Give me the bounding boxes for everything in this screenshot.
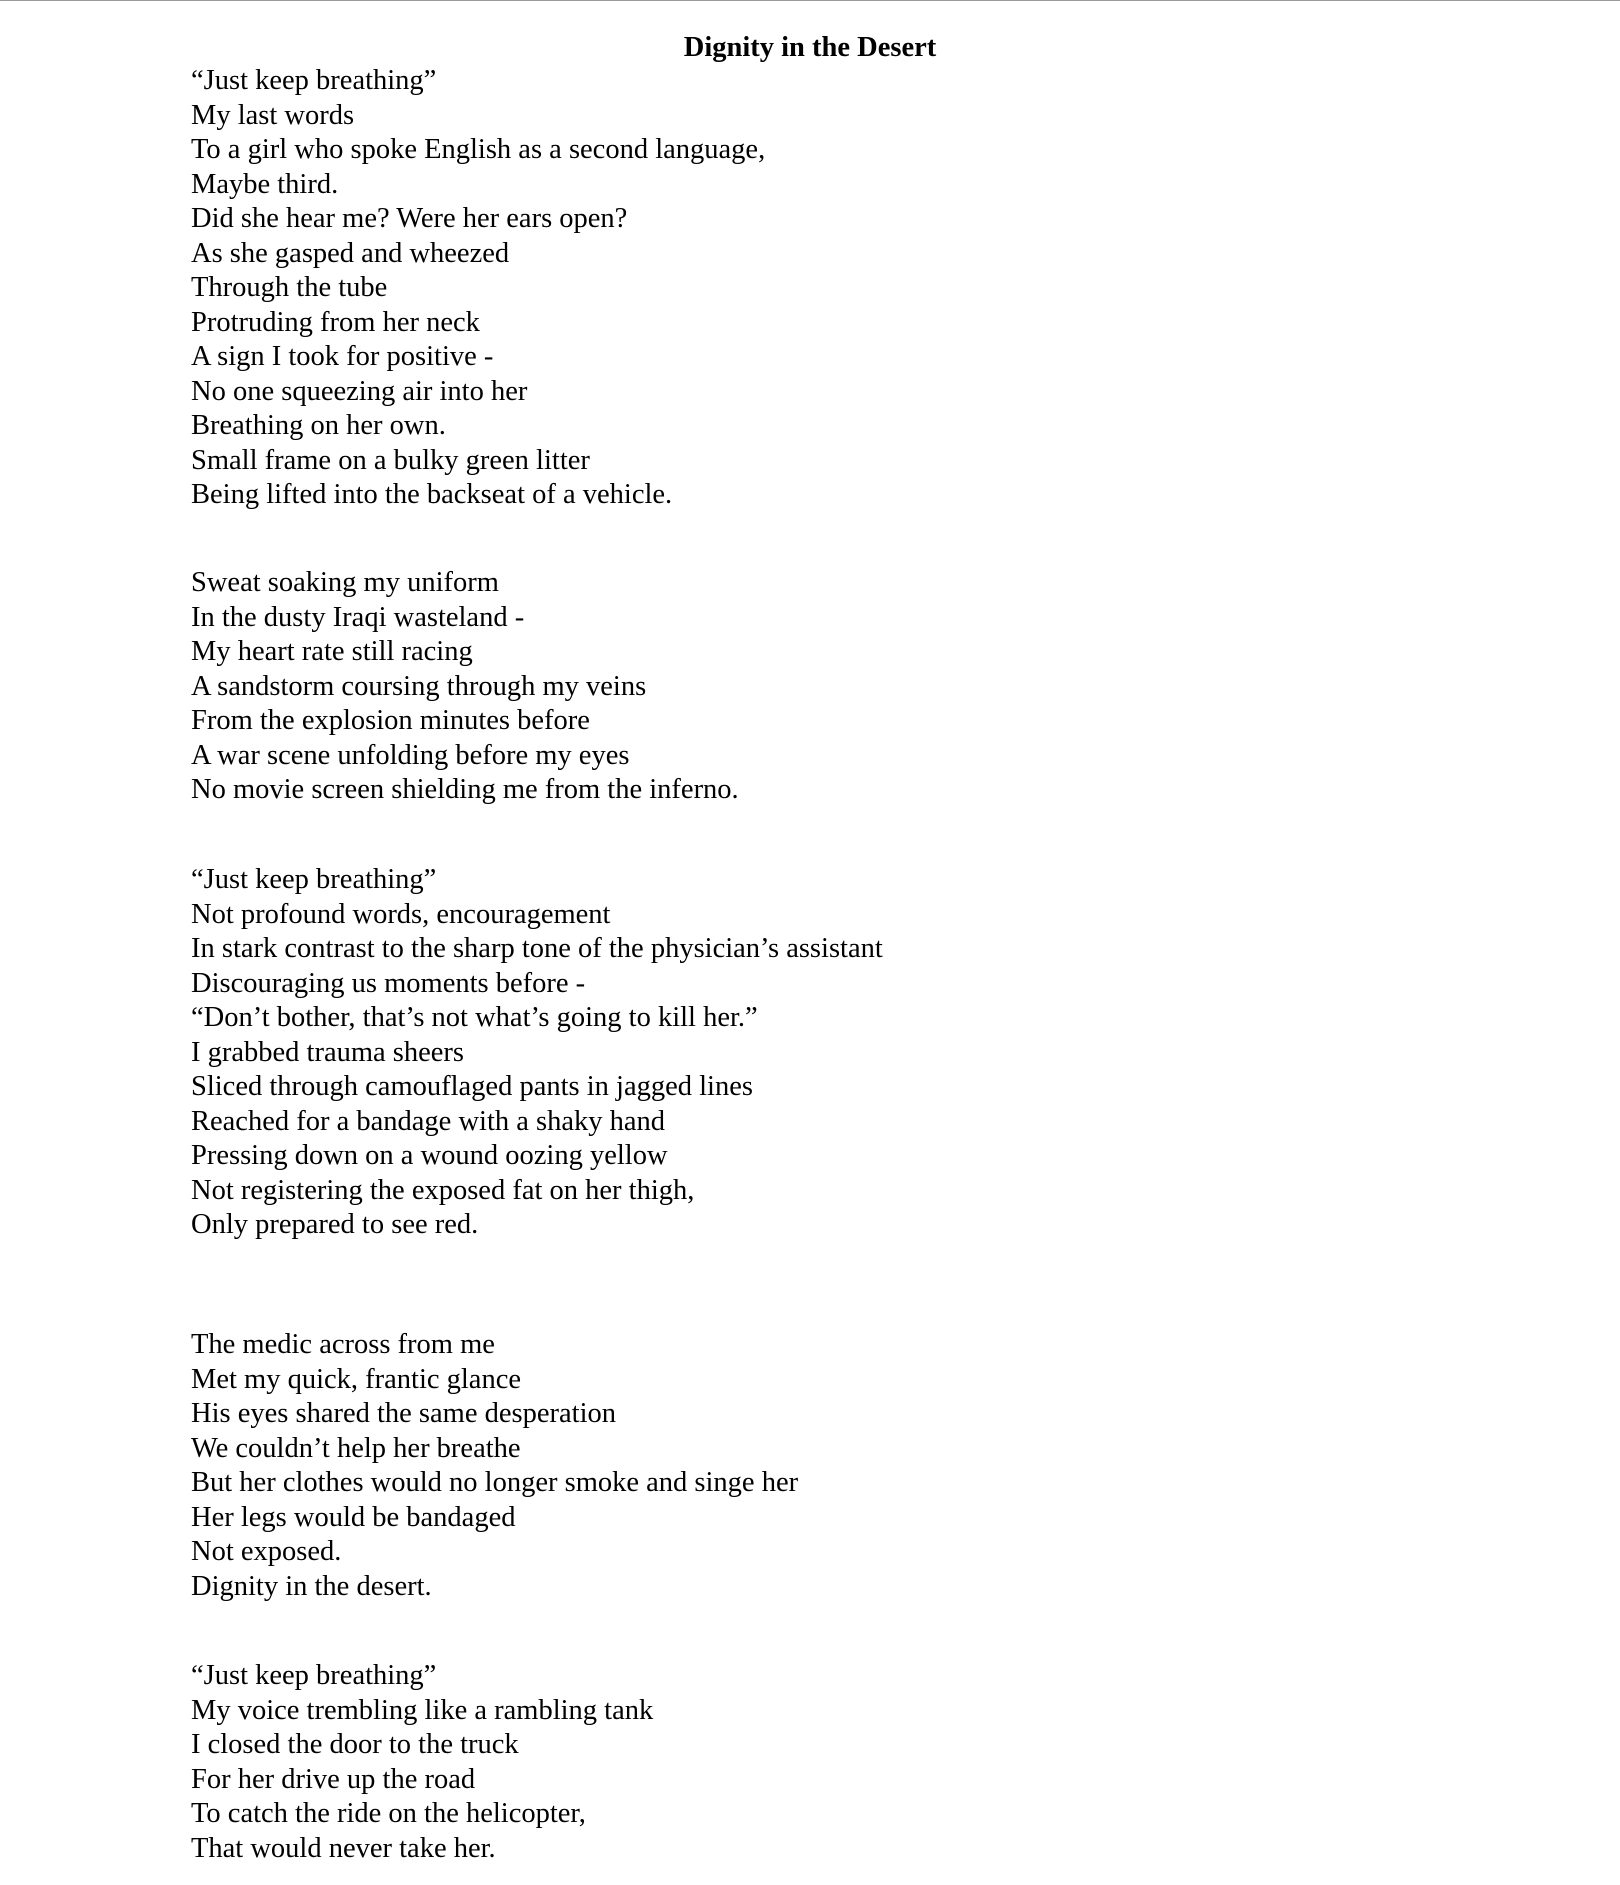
top-border-line — [0, 0, 1620, 1]
poem-line: In the dusty Iraqi wasteland - — [191, 601, 525, 633]
poem-line: “Just keep breathing” — [191, 65, 437, 96]
poem-line: Dignity in the desert. — [191, 1570, 432, 1602]
poem-line: Being lifted into the backseat of a vehicle. — [191, 479, 673, 510]
poem-line: No movie screen shielding me from the inferno. — [191, 774, 739, 805]
poem-line: Not profound words, encouragement — [191, 898, 611, 930]
stanza-3 — [191, 863, 883, 1243]
poem-line: Sweat soaking my uniform — [191, 567, 499, 598]
poem-line: My voice trembling like a rambling tank — [191, 1694, 654, 1726]
poem-line: Not registering the exposed fat on her thigh, — [191, 1174, 695, 1206]
poem-line: I grabbed trauma sheers — [191, 1036, 465, 1068]
poem-line: From the explosion minutes before — [191, 705, 590, 736]
poem-line: “Just keep breathing” — [191, 864, 437, 895]
stanza-4 — [191, 1328, 798, 1604]
poem-line: Did she hear me? Were her ears open? — [191, 203, 628, 234]
poem-line: Through the tube — [191, 272, 388, 303]
poem-line: The medic across from me — [191, 1329, 495, 1360]
poem-line: “Don’t bother, that’s not what’s going to kill her.” — [191, 1002, 758, 1033]
poem-line: That would never take her. — [191, 1832, 496, 1864]
poem-line: Discouraging us moments before - — [191, 967, 586, 999]
poem-line: Breathing on her own. — [191, 410, 446, 441]
poem-line: Sliced through camouflaged pants in jagged lines — [191, 1071, 753, 1102]
poem-line: No one squeezing air into her — [191, 375, 528, 407]
poem-line: Maybe third. — [191, 168, 339, 200]
poem-line: Only prepared to see red. — [191, 1209, 479, 1240]
poem-line: Protruding from her neck — [191, 306, 480, 338]
poem-line: “Just keep breathing” — [191, 1660, 437, 1691]
poem-line: To catch the ride on the helicopter, — [191, 1798, 586, 1829]
poem-line: I closed the door to the truck — [191, 1729, 519, 1760]
poem-line: For her drive up the road — [191, 1763, 476, 1795]
poem-line: Reached for a bandage with a shaky hand — [191, 1105, 666, 1137]
poem-line: A sandstorm coursing through my veins — [191, 670, 647, 702]
poem-line: My heart rate still racing — [191, 636, 473, 667]
poem-line: We couldn’t help her breathe — [191, 1432, 521, 1464]
poem-line: His eyes shared the same desperation — [191, 1398, 616, 1429]
poem-line: Small frame on a bulky green litter — [191, 444, 590, 476]
poem-line: Her legs would be bandaged — [191, 1501, 516, 1533]
poem-line: My last words — [191, 99, 355, 131]
poem-title: Dignity in the Desert — [683, 32, 937, 63]
poem-line: To a girl who spoke English as a second language, — [191, 134, 766, 165]
stanza-2 — [191, 566, 739, 808]
poem-line: A war scene unfolding before my eyes — [191, 739, 630, 771]
poem-line: But her clothes would no longer smoke and singe her — [191, 1467, 799, 1498]
poem-line: In stark contrast to the sharp tone of the physician’s assistant — [191, 933, 883, 964]
poem-line: Met my quick, frantic glance — [191, 1363, 522, 1395]
poem-line: As she gasped and wheezed — [191, 237, 510, 269]
stanza-5 — [191, 1659, 653, 1866]
poem-line: A sign I took for positive - — [191, 341, 494, 372]
stanza-1 — [191, 64, 765, 513]
poem-line: Not exposed. — [191, 1536, 342, 1567]
poem-line: Pressing down on a wound oozing yellow — [191, 1140, 668, 1171]
